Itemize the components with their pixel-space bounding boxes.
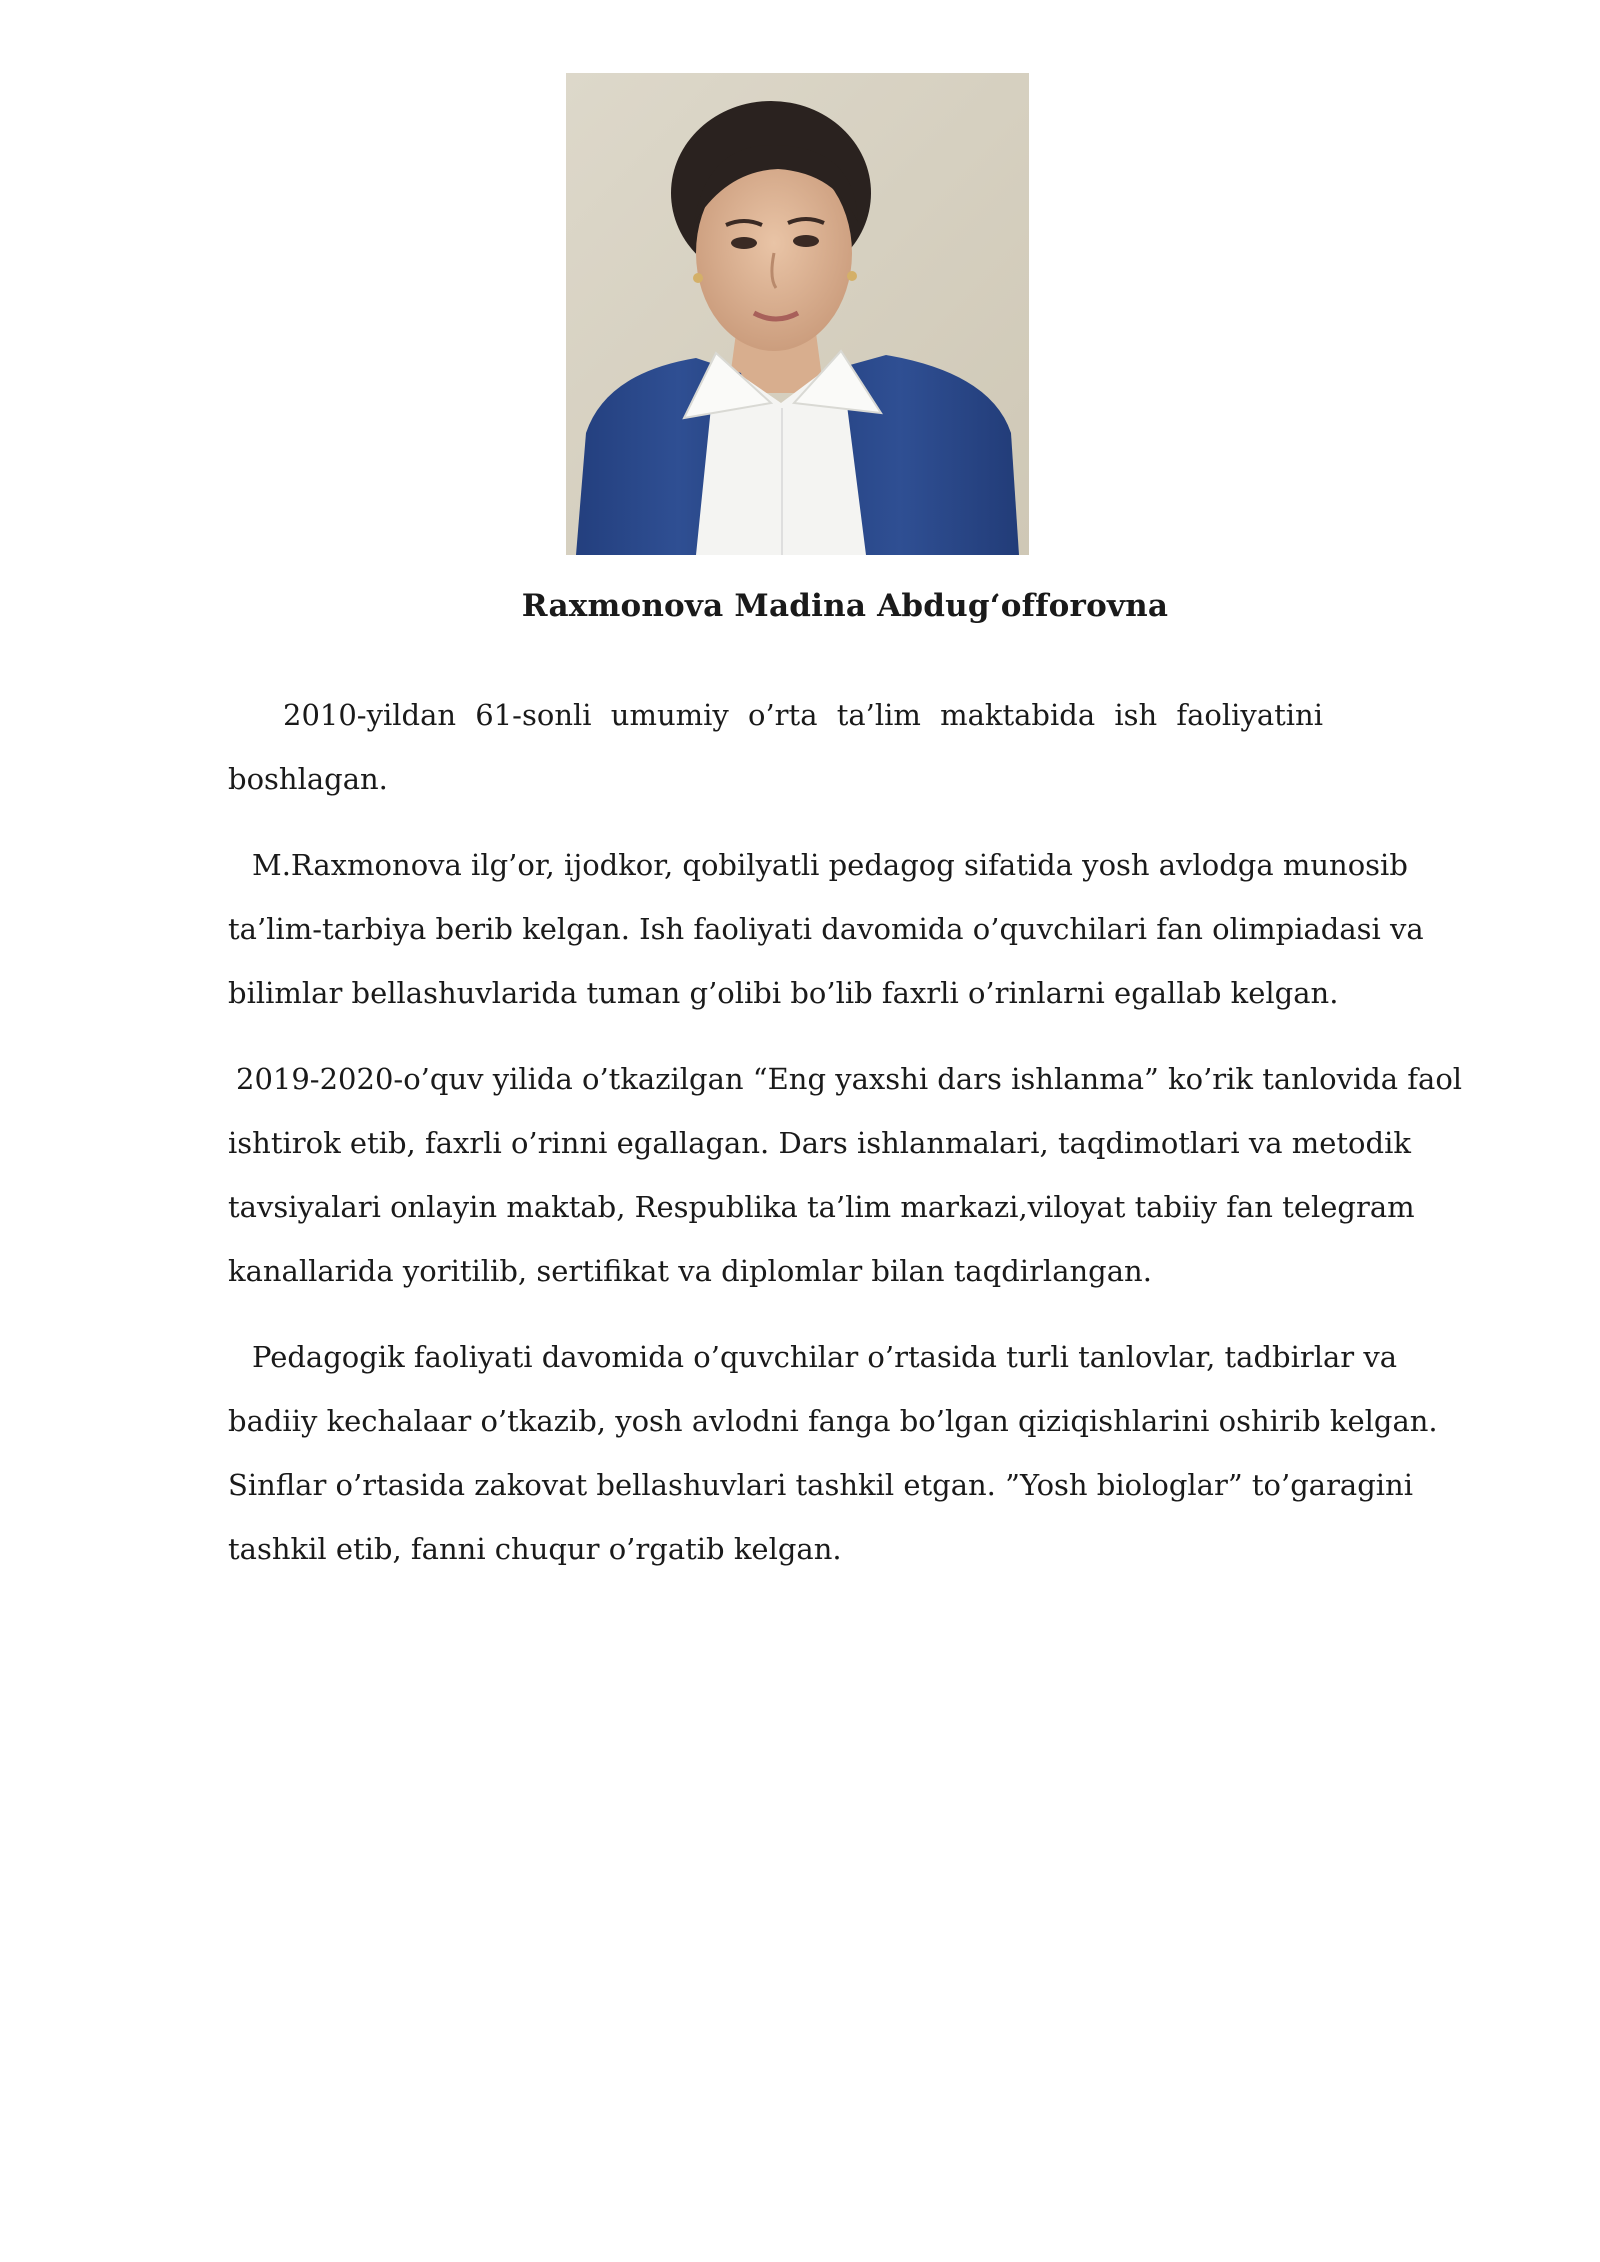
paragraph-career-start: 2010-yildan 61-sonli umumiy o’rta ta’lim maktabida ish faoliyatini boshlagan. <box>228 698 1323 796</box>
paragraph-qualities: M.Raxmonova ilg’or, ijodkor, qobilyatli pedagog sifatida yosh avlodga munosib ta’lim-tarbiya berib kelgan. Ish faoliyati davomida o’quvchilari fan olimpiadasi va bilimlar bellashuvlarida tuman g’olibi bo’lib faxrli o’rinlarni egallab kelgan. <box>228 848 1424 1010</box>
person-name: Raxmonova Madina Abdug‘offorovna <box>521 588 1169 624</box>
paragraph-competition: 2019-2020-o’quv yilida o’tkazilgan “Eng yaxshi dars ishlanma” ko’rik tanlovida faol ishtirok etib, faxrli o’rinni egallagan. Dars ishlanmalari, taqdimotlari va metodik tavsiyalari onlayin maktab, Respublika ta’lim markazi,viloyat tabiiy fan telegram kanallarida yoritilib, sertifikat va diplomlar bilan taqdirlangan. <box>228 1062 1463 1288</box>
biography-text <box>228 683 1478 1603</box>
paragraph-activities: Pedagogik faoliyati davomida o’quvchilar o’rtasida turli tanlovlar, tadbirlar va badiiy kechalaar o’tkazib, yosh avlodni fanga bo’lgan qiziqishlarini oshirib kelgan. Sinflar o’rtasida zakovat bellashuvlari tashkil etgan. ”Yosh biologlar” to’garagini tashkil etib, fanni chuqur o’rgatib kelgan. <box>228 1340 1438 1566</box>
portrait-photo <box>566 73 1029 555</box>
